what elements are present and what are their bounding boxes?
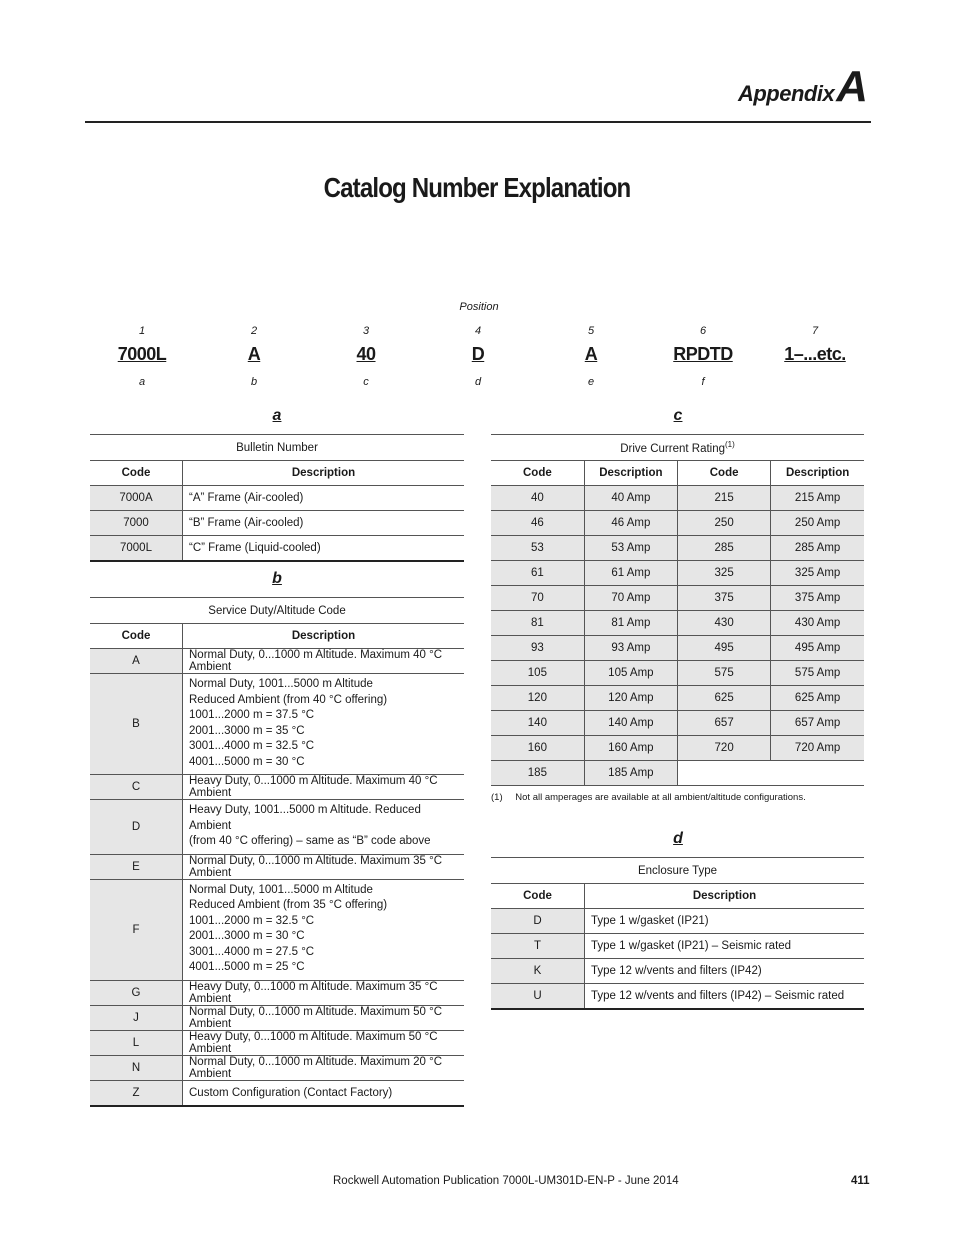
description-cell: 495 Amp xyxy=(771,636,864,661)
description-cell: 375 Amp xyxy=(771,586,864,611)
description-cell: 625 Amp xyxy=(771,686,864,711)
table-row xyxy=(491,934,864,959)
section-letter-a: a xyxy=(272,407,282,424)
appendix-letter: A xyxy=(836,62,868,111)
table-caption xyxy=(90,598,464,624)
description-cell xyxy=(183,1030,465,1055)
table-row xyxy=(90,1030,464,1055)
enclosure-type-table xyxy=(491,857,864,1010)
section-letter-d: d xyxy=(673,830,683,847)
table-row xyxy=(491,536,864,561)
description-line: Normal Duty, 1001...5000 m Altitude xyxy=(189,678,373,690)
table-row xyxy=(491,661,864,686)
description-cell xyxy=(183,1055,465,1080)
table-row xyxy=(90,674,464,775)
catalog-code-segment: A xyxy=(247,344,261,364)
catalog-code-segment: 40 xyxy=(356,344,376,364)
table-header-row xyxy=(90,461,464,486)
catalog-code-segment: RPDTD xyxy=(673,344,733,364)
description-cell: Type 12 w/vents and filters (IP42) – Seismic rated xyxy=(585,984,865,1010)
description-line: Normal Duty, 1001...5000 m Altitude xyxy=(189,883,373,896)
section-letter-c: c xyxy=(673,407,683,424)
description-cell: 70 Amp xyxy=(584,586,677,611)
description-cell: 285 Amp xyxy=(771,536,864,561)
code-cell: 657 xyxy=(678,711,771,736)
table-row xyxy=(491,686,864,711)
description-line: Custom Configuration (Contact Factory) xyxy=(189,1086,393,1099)
code-cell: 105 xyxy=(491,661,584,686)
column-header: Description xyxy=(771,461,864,486)
catalog-code-segment: D xyxy=(471,344,485,364)
description-cell: 575 Amp xyxy=(771,661,864,686)
code-cell: 325 xyxy=(678,561,771,586)
appendix-heading xyxy=(738,62,868,112)
code-cell: K xyxy=(491,959,585,984)
table-row xyxy=(491,711,864,736)
table-row xyxy=(90,536,464,562)
code-cell: 625 xyxy=(678,686,771,711)
description-cell xyxy=(183,879,465,980)
code-cell: D xyxy=(90,800,183,855)
footnote-ref: (1) xyxy=(725,440,735,450)
code-cell: 720 xyxy=(678,736,771,761)
page-number: 411 xyxy=(851,1175,870,1187)
table-row xyxy=(491,486,864,511)
code-cell: 40 xyxy=(491,486,584,511)
code-cell: 160 xyxy=(491,736,584,761)
bulletin-number-table xyxy=(90,434,464,562)
description-cell: 160 Amp xyxy=(584,736,677,761)
position-number: 2 xyxy=(250,325,258,337)
description-line: Heavy Duty, 0...1000 m Altitude. Maximum 50 °C Ambient xyxy=(189,1030,438,1055)
code-cell: 70 xyxy=(491,586,584,611)
description-cell xyxy=(771,761,864,786)
table-row xyxy=(491,611,864,636)
table-row xyxy=(90,486,464,511)
position-number: 4 xyxy=(474,325,482,337)
table-row xyxy=(90,649,464,674)
description-cell: 105 Amp xyxy=(584,661,677,686)
table-row xyxy=(90,775,464,800)
code-cell: B xyxy=(90,674,183,775)
code-cell: 46 xyxy=(491,511,584,536)
table-caption-text: Bulletin Number xyxy=(236,441,318,454)
column-header: Description xyxy=(585,884,865,909)
description-line: 1001...2000 m = 32.5 °C xyxy=(189,914,315,927)
description-cell: 720 Amp xyxy=(771,736,864,761)
table-header-row xyxy=(491,884,864,909)
description-cell xyxy=(183,649,465,674)
position-label: Position xyxy=(459,301,499,313)
table-row xyxy=(90,511,464,536)
description-line: Reduced Ambient (from 35 °C offering) xyxy=(189,899,388,911)
footnote-number: (1) xyxy=(491,792,503,803)
footnote-text: Not all amperages are available at all ambient/altitude configurations. xyxy=(515,792,806,803)
catalog-code-segment: 7000L xyxy=(117,344,167,364)
description-cell: Type 12 w/vents and filters (IP42) xyxy=(585,959,865,984)
column-header: Description xyxy=(183,624,465,649)
code-cell: 7000 xyxy=(90,511,183,536)
position-letter: f xyxy=(701,376,705,388)
table-caption xyxy=(491,435,864,461)
description-cell: “A” Frame (Air-cooled) xyxy=(183,486,465,511)
catalog-code-segment: 1–...etc. xyxy=(784,344,846,364)
column-header: Code xyxy=(678,461,771,486)
code-cell: 120 xyxy=(491,686,584,711)
description-cell: 215 Amp xyxy=(771,486,864,511)
footnote xyxy=(491,792,806,803)
drive-current-table xyxy=(491,434,864,786)
column-header: Code xyxy=(90,624,183,649)
column-header: Description xyxy=(183,461,465,486)
position-letter: d xyxy=(474,376,482,388)
code-cell: G xyxy=(90,980,183,1005)
description-cell: 46 Amp xyxy=(584,511,677,536)
table-caption-text: Drive Current Rating xyxy=(620,442,726,455)
column-header: Description xyxy=(584,461,677,486)
table-caption-row xyxy=(491,435,864,461)
description-cell: Type 1 w/gasket (IP21) – Seismic rated xyxy=(585,934,865,959)
code-cell: A xyxy=(90,649,183,674)
position-number: 5 xyxy=(587,325,595,337)
description-line: 3001...4000 m = 27.5 °C xyxy=(189,945,315,958)
column-header: Code xyxy=(491,884,585,909)
description-cell: 140 Amp xyxy=(584,711,677,736)
position-letter: a xyxy=(138,376,146,388)
code-cell: 140 xyxy=(491,711,584,736)
code-cell: N xyxy=(90,1055,183,1080)
appendix-word: Appendix xyxy=(737,81,835,106)
description-cell xyxy=(183,800,465,855)
description-line: 3001...4000 m = 32.5 °C xyxy=(189,740,315,752)
description-line: (from 40 °C offering) – same as “B” code above xyxy=(189,835,431,847)
table-caption-text: Enclosure Type xyxy=(637,864,718,877)
publication-footer: Rockwell Automation Publication 7000L-UM301D-EN-P - June 2014 xyxy=(333,1175,679,1187)
code-cell: 61 xyxy=(491,561,584,586)
description-cell: Type 1 w/gasket (IP21) xyxy=(585,909,865,934)
code-cell: 185 xyxy=(491,761,584,786)
description-cell xyxy=(183,980,465,1005)
description-cell: 325 Amp xyxy=(771,561,864,586)
description-line: 2001...3000 m = 35 °C xyxy=(189,724,305,737)
table-row xyxy=(491,984,864,1010)
description-cell: 430 Amp xyxy=(771,611,864,636)
code-cell: 285 xyxy=(678,536,771,561)
service-duty-table xyxy=(90,597,464,1107)
description-line: Heavy Duty, 0...1000 m Altitude. Maximum 40 °C Ambient xyxy=(189,775,438,799)
description-cell xyxy=(183,854,465,879)
table-caption xyxy=(491,858,864,884)
column-header: Code xyxy=(491,461,584,486)
description-cell: 81 Amp xyxy=(584,611,677,636)
table-caption-row xyxy=(90,435,464,461)
section-letter-b: b xyxy=(272,570,282,587)
table-row xyxy=(90,980,464,1005)
code-cell: T xyxy=(491,934,585,959)
code-cell: 7000A xyxy=(90,486,183,511)
position-number: 7 xyxy=(811,325,819,337)
table-row xyxy=(90,1055,464,1080)
code-cell: 495 xyxy=(678,636,771,661)
description-line: Normal Duty, 0...1000 m Altitude. Maximum 40 °C Ambient xyxy=(189,649,443,673)
table-row xyxy=(491,761,864,786)
description-cell xyxy=(183,674,465,775)
description-line: Normal Duty, 0...1000 m Altitude. Maximum 35 °C Ambient xyxy=(189,854,443,879)
code-cell: Z xyxy=(90,1080,183,1106)
position-letter: e xyxy=(587,376,595,388)
code-cell: 81 xyxy=(491,611,584,636)
table-row xyxy=(491,586,864,611)
description-cell xyxy=(183,1005,465,1030)
description-line: 4001...5000 m = 30 °C xyxy=(189,755,305,768)
position-letter: c xyxy=(363,376,369,388)
code-cell: 93 xyxy=(491,636,584,661)
description-line: Heavy Duty, 0...1000 m Altitude. Maximum 35 °C Ambient xyxy=(189,980,438,1005)
table-caption xyxy=(90,435,464,461)
table-row xyxy=(90,879,464,980)
code-cell: U xyxy=(491,984,585,1010)
code-cell: 430 xyxy=(678,611,771,636)
table-row xyxy=(491,561,864,586)
column-header: Code xyxy=(90,461,183,486)
description-cell xyxy=(183,775,465,800)
table-row xyxy=(90,1080,464,1106)
description-cell: “C” Frame (Liquid-cooled) xyxy=(183,536,465,562)
table-row xyxy=(90,854,464,879)
table-caption-row xyxy=(491,858,864,884)
code-cell xyxy=(678,761,771,786)
table-row xyxy=(491,959,864,984)
description-cell: “B” Frame (Air-cooled) xyxy=(183,511,465,536)
description-cell: 61 Amp xyxy=(584,561,677,586)
code-cell: 375 xyxy=(678,586,771,611)
code-cell: F xyxy=(90,879,183,980)
code-cell: D xyxy=(491,909,585,934)
position-number: 1 xyxy=(138,325,146,337)
table-caption-text: Service Duty/Altitude Code xyxy=(208,604,346,617)
description-cell: 185 Amp xyxy=(584,761,677,786)
description-cell: 40 Amp xyxy=(584,486,677,511)
position-number: 6 xyxy=(699,325,707,337)
description-line: Reduced Ambient (from 40 °C offering) xyxy=(189,693,388,706)
description-line: Normal Duty, 0...1000 m Altitude. Maximum 50 °C Ambient xyxy=(189,1005,443,1030)
position-number: 3 xyxy=(362,325,370,337)
description-cell xyxy=(183,1080,465,1106)
table-row xyxy=(491,636,864,661)
code-cell: L xyxy=(90,1030,183,1055)
header-rule xyxy=(85,121,871,123)
code-cell: 53 xyxy=(491,536,584,561)
position-letter: b xyxy=(250,376,258,388)
code-cell: J xyxy=(90,1005,183,1030)
table-caption-row xyxy=(90,598,464,624)
table-header-row xyxy=(90,624,464,649)
code-cell: 575 xyxy=(678,661,771,686)
page-title: Catalog Number Explanation xyxy=(323,172,631,203)
description-cell: 657 Amp xyxy=(771,711,864,736)
code-cell: C xyxy=(90,775,183,800)
table-row xyxy=(491,909,864,934)
description-cell: 120 Amp xyxy=(584,686,677,711)
code-cell: 215 xyxy=(678,486,771,511)
table-row xyxy=(491,511,864,536)
table-row xyxy=(90,1005,464,1030)
code-cell: E xyxy=(90,854,183,879)
code-cell: 7000L xyxy=(90,536,183,562)
table-header-row xyxy=(491,461,864,486)
description-line: Heavy Duty, 1001...5000 m Altitude. Reduced Ambient xyxy=(189,804,421,832)
code-cell: 250 xyxy=(678,511,771,536)
description-cell: 53 Amp xyxy=(584,536,677,561)
catalog-code-segment: A xyxy=(584,344,598,364)
description-line: 2001...3000 m = 30 °C xyxy=(189,930,305,942)
description-line: 1001...2000 m = 37.5 °C xyxy=(189,709,315,721)
description-cell: 250 Amp xyxy=(771,511,864,536)
description-line: Normal Duty, 0...1000 m Altitude. Maximum 20 °C Ambient xyxy=(189,1055,443,1080)
table-row xyxy=(90,800,464,855)
table-row xyxy=(491,736,864,761)
description-cell: 93 Amp xyxy=(584,636,677,661)
description-line: 4001...5000 m = 25 °C xyxy=(189,961,305,973)
